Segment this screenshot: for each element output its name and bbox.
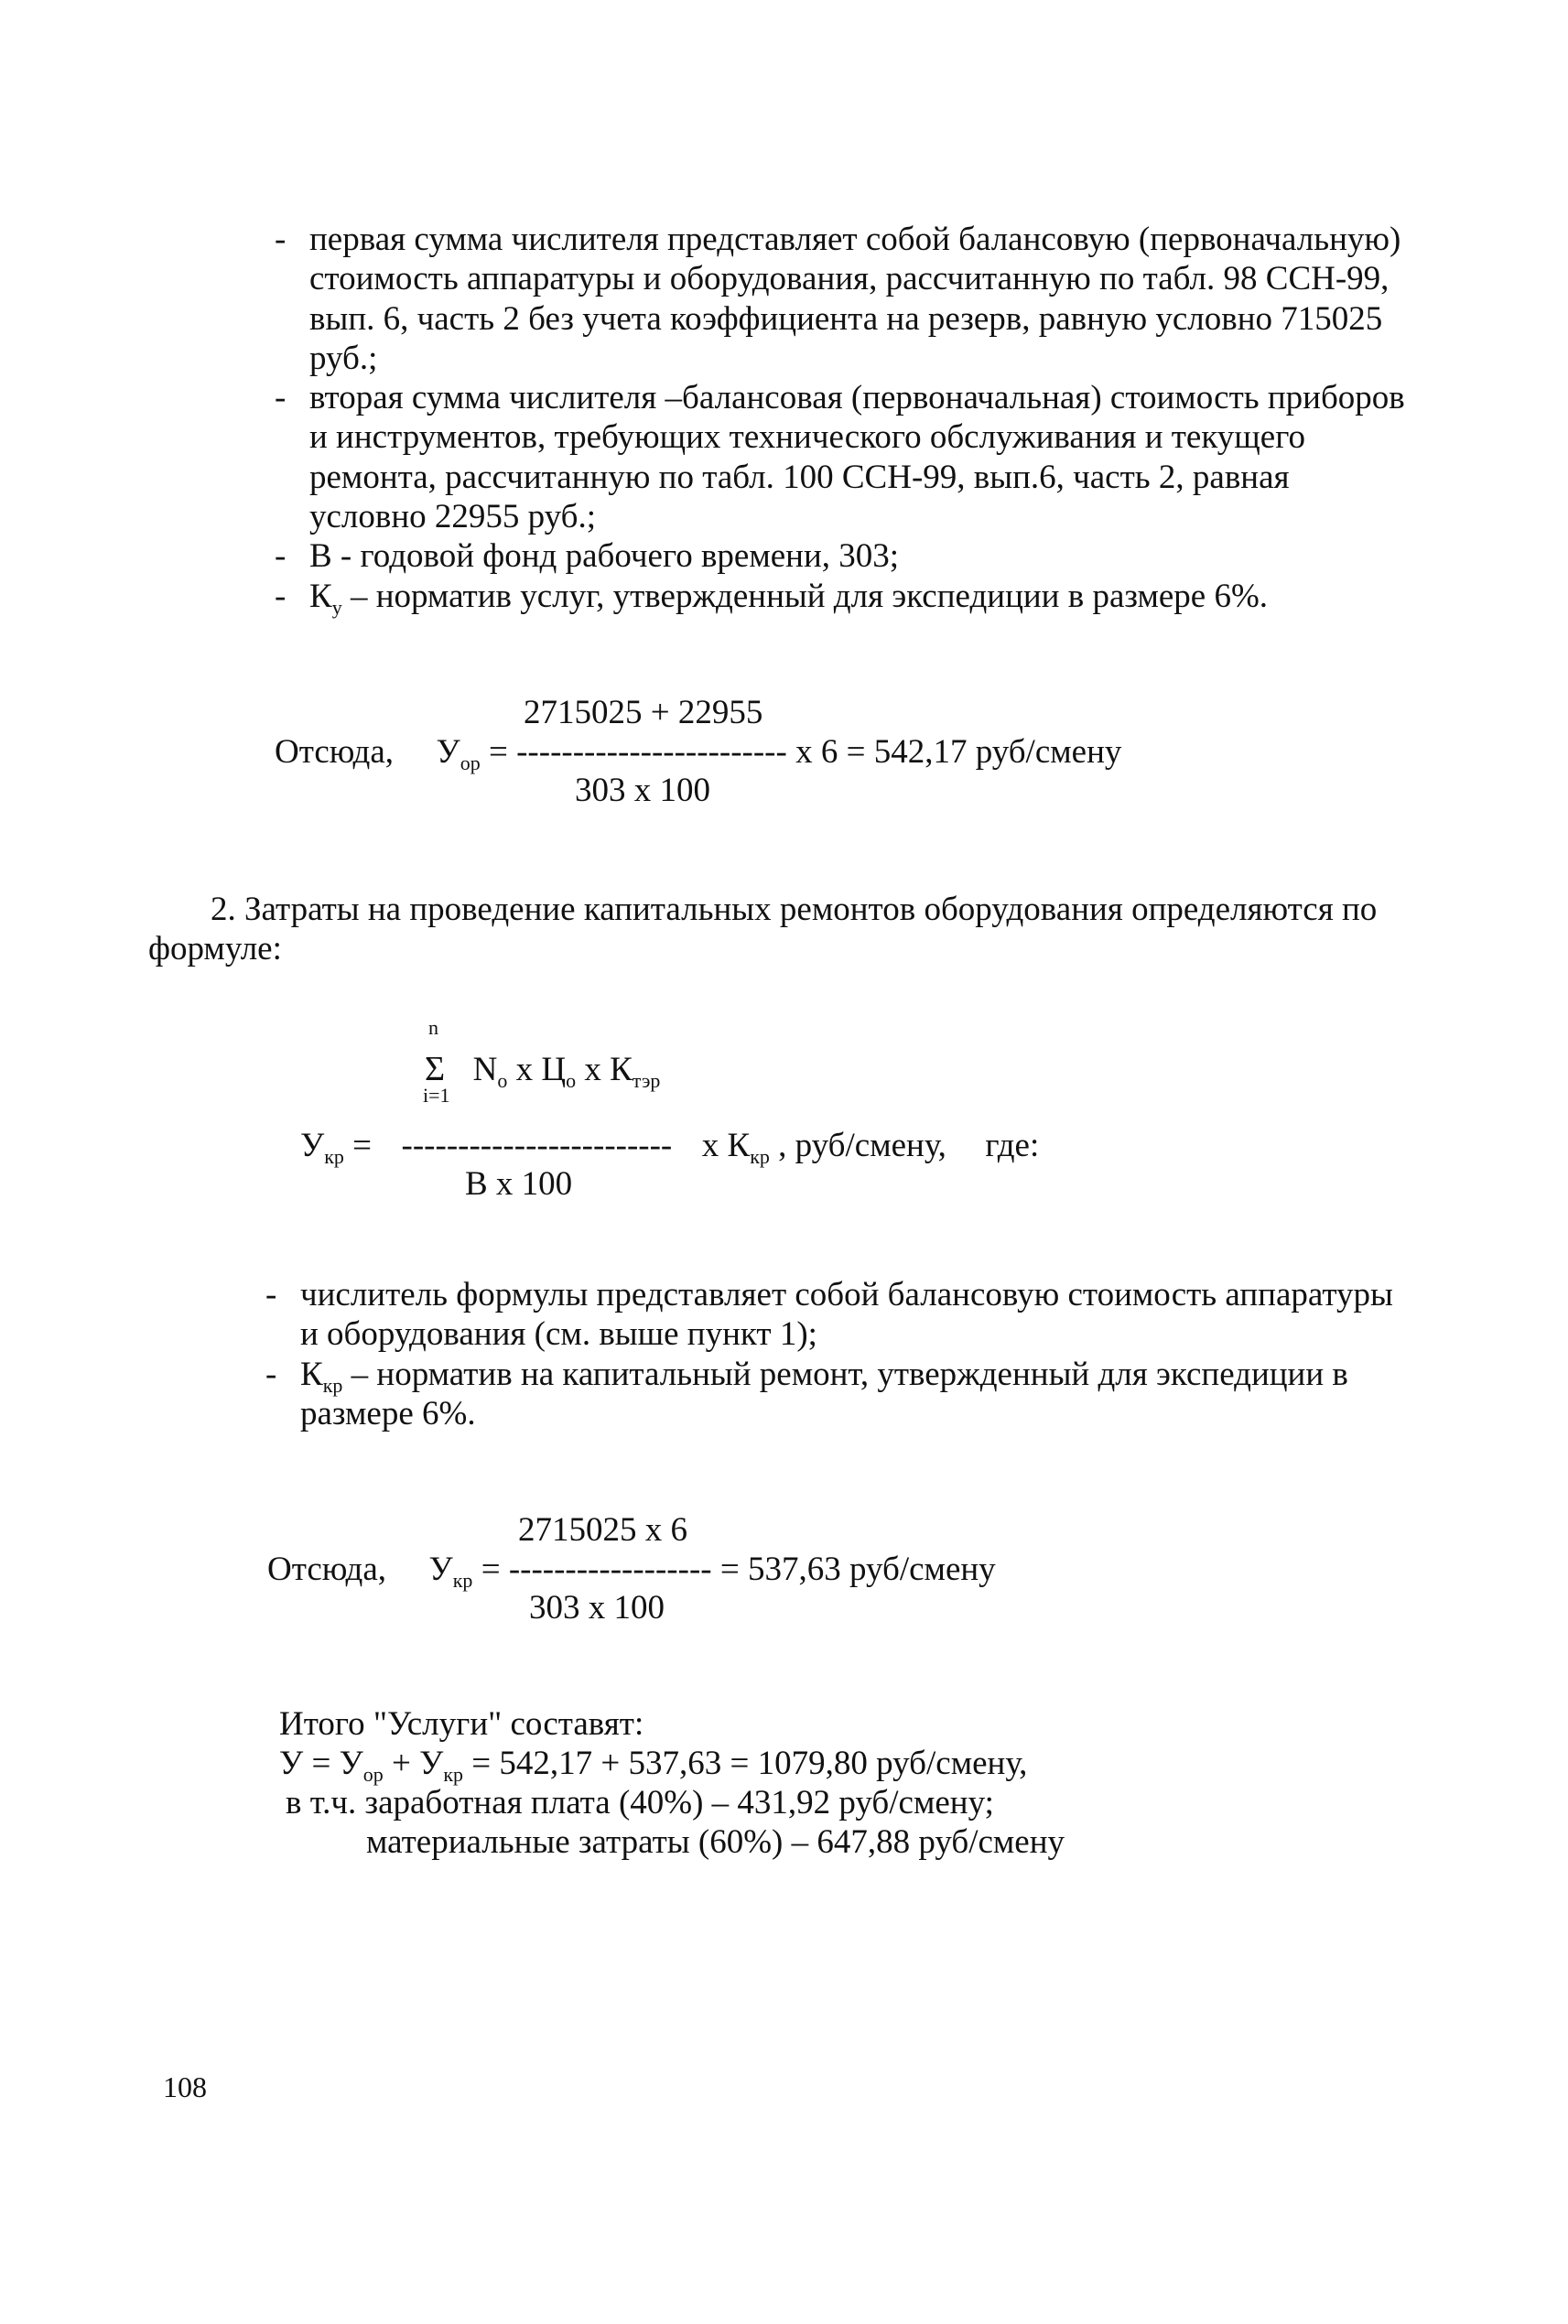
formula1-lhs: У (436, 733, 460, 771)
total-equation: $У = У_{ор} + У_{кр} = 542,17 + 537,63 = 1079,80$ руб/смену, (279, 1745, 1028, 1786)
formula1-row: Отсюда, $У_{ор}$ = ------------------------ х 6 = 542,17 руб/смену (275, 733, 1122, 774)
list-item-text: вторая сумма числителя –балансовая (первоначальная) стоимость приборов и инструментов, требующих технического обслуживания и текущего ремонта, рассчитанную по табл. 100 ССН-99, вып.6, часть 2, равная условно 22955 руб.; (309, 379, 1405, 535)
formula1-numerator: 2715025 + 22955 (524, 694, 763, 731)
list-item: - $К_{кр}$ – норматив на капитальный ремонт, утвержденный для экспедиции в размере 6%. (265, 1355, 1348, 1432)
total-heading: Итого "Услуги" составят: (279, 1705, 644, 1743)
section2-text-line2: формуле: (148, 930, 282, 967)
total-salary-line: в т.ч. заработная плата (40%) – 431,92 руб/смену; (286, 1784, 994, 1821)
bullet-list-2 (265, 1275, 1400, 1433)
formula2-row: $У_{кр}$ = ------------------------ х $К_{кр}$ , руб/смену, где: (300, 1127, 1040, 1168)
list-item-text: В - годовой фонд рабочего времени, 303; (309, 537, 900, 576)
list-item: - $К_у$ – норматив услуг, утвержденный для экспедиции в размере 6%. (275, 577, 1269, 619)
formula3-row: Отсюда, $У_{кр}$ = ------------------ = 537,63 руб/смену (267, 1551, 996, 1592)
list-item-text: – норматив услуг, утвержденный для экспедиции в размере 6%. (350, 577, 1269, 615)
list-item: - числитель формулы представляет собой балансовую стоимость аппаратуры и оборудования (см. выше пункт 1); (265, 1275, 1400, 1355)
bullet-list-1 (275, 220, 1410, 619)
kkr-symbol: К (300, 1355, 323, 1393)
sum-upper-limit: n (428, 1016, 438, 1039)
fraction-line: ------------------ (508, 1551, 712, 1588)
formula1-lead: Отсюда, (275, 733, 395, 771)
list-item-text: – норматив на капитальный ремонт, утвержденный для экспедиции в размере 6%. (300, 1355, 1348, 1432)
formula3-result: = 537,63 руб/смену (719, 1551, 996, 1588)
fraction-line: ------------------------ (516, 733, 787, 771)
formula2-numerator: Σ $N_о$ х $Ц_о$ х $К_{тэр}$ (425, 1050, 661, 1092)
formula1-result: х 6 = 542,17 руб/смену (795, 733, 1122, 771)
k-symbol: К (309, 577, 332, 615)
list-item: - вторая сумма числителя –балансовая (первоначальная) стоимость приборов и инструментов, требующих технического обслуживания и текущего ремонта, рассчитанную по табл. 100 ССН-99, вып.6, часть 2, равная условно 22955 руб.; (275, 378, 1410, 536)
formula3-denominator: 303 х 100 (529, 1589, 665, 1627)
formula1-denominator: 303 х 100 (575, 772, 710, 809)
fraction-line: ------------------------ (401, 1127, 673, 1164)
section2-text-line1: 2. Затраты на проведение капитальных ремонтов оборудования определяются по (211, 891, 1378, 928)
total-materials-line: материальные затраты (60%) – 647,88 руб/смену (366, 1823, 1065, 1861)
list-item-text: числитель формулы представляет собой балансовую стоимость аппаратуры и оборудования (см. выше пункт 1); (300, 1276, 1393, 1354)
list-item-text: первая сумма числителя представляет собой балансовую (первоначальную) стоимость аппаратуры и оборудования, рассчитанную по табл. 98 ССН-99, вып. 6, часть 2 без учета коэффициента на резерв, равную условно 715025 руб.; (309, 221, 1401, 377)
list-item: - В - годовой фонд рабочего времени, 303; (275, 536, 1410, 576)
list-item: - первая сумма числителя представляет собой балансовую (первоначальную) стоимость аппаратуры и оборудования, рассчитанную по табл. 98 ССН-99, вып. 6, часть 2 без учета коэффициента на резерв, равную условно 715025 руб.; (275, 220, 1410, 378)
sigma-symbol: Σ (425, 1050, 446, 1088)
formula3-numerator: 2715025 х 6 (518, 1511, 687, 1549)
sum-lower-limit: i=1 (423, 1084, 450, 1107)
formula2-denominator: В х 100 (465, 1165, 573, 1203)
page-number: 108 (163, 2070, 207, 2103)
